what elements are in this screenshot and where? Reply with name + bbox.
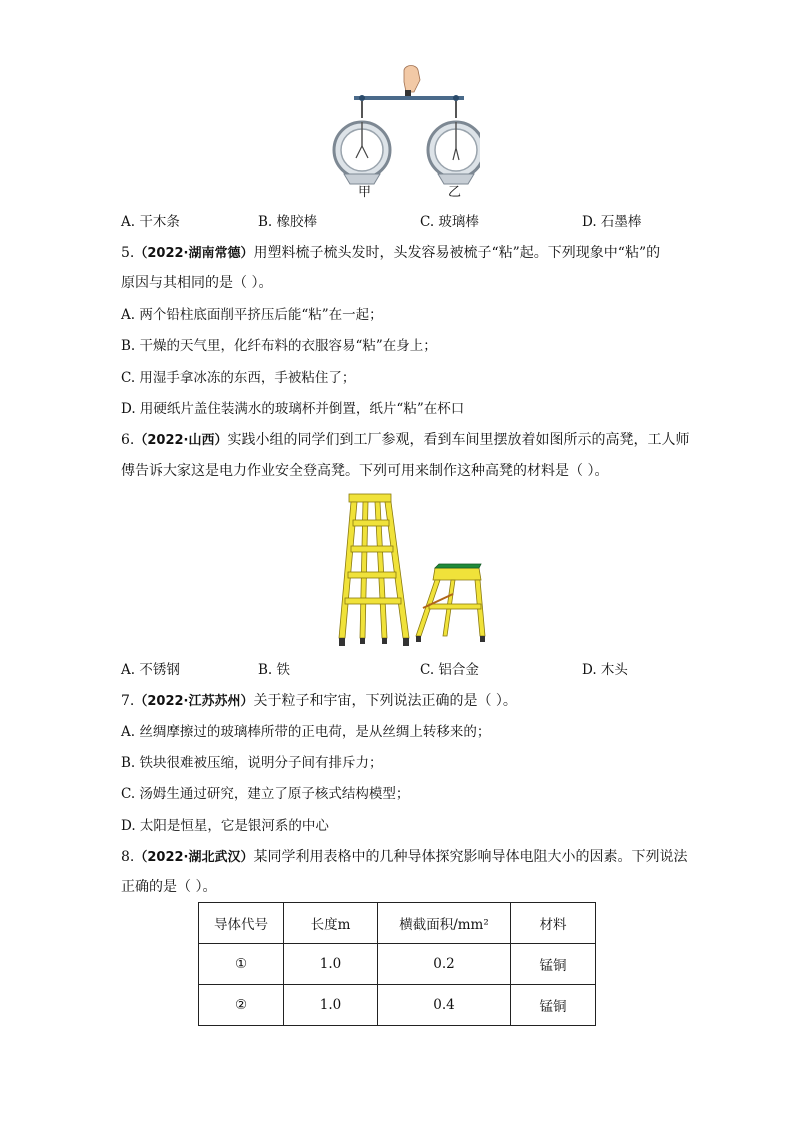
q4-option-d: D. 石墨棒 xyxy=(582,214,642,230)
table-row xyxy=(199,985,596,1026)
q5-option-b: B. 干燥的天气里，化纤布料的衣服容易“粘”在身上； xyxy=(121,338,437,354)
figure-label-right: 乙 xyxy=(448,185,462,200)
q7-stem xyxy=(121,691,517,712)
q6-number: 6. xyxy=(121,432,135,448)
table-row xyxy=(199,944,596,985)
table-cell: 1.0 xyxy=(284,985,378,1026)
q4-option-c: C. 玻璃棒 xyxy=(420,214,479,230)
q5-stem xyxy=(121,243,660,264)
table-cell: 0.2 xyxy=(378,944,511,985)
q5-source: （2022·湖南常德） xyxy=(134,246,254,261)
q6-stem-line2: 傅告诉大家这是电力作业安全登高凳。下列可用来制作这种高凳的材料是（ ）。 xyxy=(121,463,609,479)
electroscope-figure xyxy=(330,62,480,202)
q6-stem xyxy=(121,430,689,451)
q6-option-d: D. 木头 xyxy=(582,662,628,678)
q5-option-c: C. 用湿手拿冰冻的东西，手被粘住了； xyxy=(121,370,356,386)
q5-stem-line2: 原因与其相同的是（ ）。 xyxy=(121,275,273,291)
q8-stem xyxy=(121,847,687,868)
q5-stem-line1: 用塑料梳子梳头发时，头发容易被梳子“粘”起。下列现象中“粘”的 xyxy=(253,245,661,261)
table-cell: ① xyxy=(199,944,284,985)
q7-option-c: C. 汤姆生通过研究，建立了原子核式结构模型； xyxy=(121,786,410,802)
q5-option-a: A. 两个铅柱底面削平挤压后能“粘”在一起； xyxy=(121,307,383,323)
table-header-cell: 横截面积/mm² xyxy=(378,903,511,944)
table-header-cell: 导体代号 xyxy=(199,903,284,944)
table-cell: 锰铜 xyxy=(511,944,596,985)
q6-option-a: A. 不锈钢 xyxy=(121,662,180,678)
q7-number: 7. xyxy=(121,693,135,709)
q7-option-b: B. 铁块很难被压缩，说明分子间有排斥力； xyxy=(121,755,383,771)
q5-number: 5. xyxy=(121,245,135,261)
q7-source: （2022·江苏苏州） xyxy=(134,694,254,709)
table-cell: ② xyxy=(199,985,284,1026)
q8-stem-line1: 某同学利用表格中的几种导体探究影响导体电阻大小的因素。下列说法 xyxy=(253,849,688,865)
table-cell: 1.0 xyxy=(284,944,378,985)
q8-stem-line2: 正确的是（ ）。 xyxy=(121,879,217,895)
q4-option-b: B. 橡胶棒 xyxy=(258,214,318,230)
table-cell: 0.4 xyxy=(378,985,511,1026)
conductor-table xyxy=(198,902,596,1026)
q7-stem-text: 关于粒子和宇宙，下列说法正确的是（ ）。 xyxy=(253,693,517,709)
table-cell: 锰铜 xyxy=(511,985,596,1026)
q4-option-a: A. 干木条 xyxy=(121,214,180,230)
q8-source: （2022·湖北武汉） xyxy=(134,850,254,865)
q6-option-c: C. 铝合金 xyxy=(420,662,479,678)
table-header-cell: 材料 xyxy=(511,903,596,944)
table-header-cell: 长度m xyxy=(284,903,378,944)
q8-number: 8. xyxy=(121,849,135,865)
figure-label-left: 甲 xyxy=(358,185,372,200)
q7-option-d: D. 太阳是恒星，它是银河系的中心 xyxy=(121,818,329,834)
q7-option-a: A. 丝绸摩擦过的玻璃棒所带的正电荷，是从丝绸上转移来的； xyxy=(121,724,491,740)
q6-option-b: B. 铁 xyxy=(258,662,291,678)
q5-option-d: D. 用硬纸片盖住装满水的玻璃杯并倒置，纸片“粘”在杯口 xyxy=(121,401,465,417)
table-header-row xyxy=(199,903,596,944)
ladder-stool-figure xyxy=(335,488,495,653)
q6-stem-line1: 实践小组的同学们到工厂参观，看到车间里摆放着如图所示的高凳，工人师 xyxy=(227,432,690,448)
q6-source: （2022·山西） xyxy=(134,433,228,448)
